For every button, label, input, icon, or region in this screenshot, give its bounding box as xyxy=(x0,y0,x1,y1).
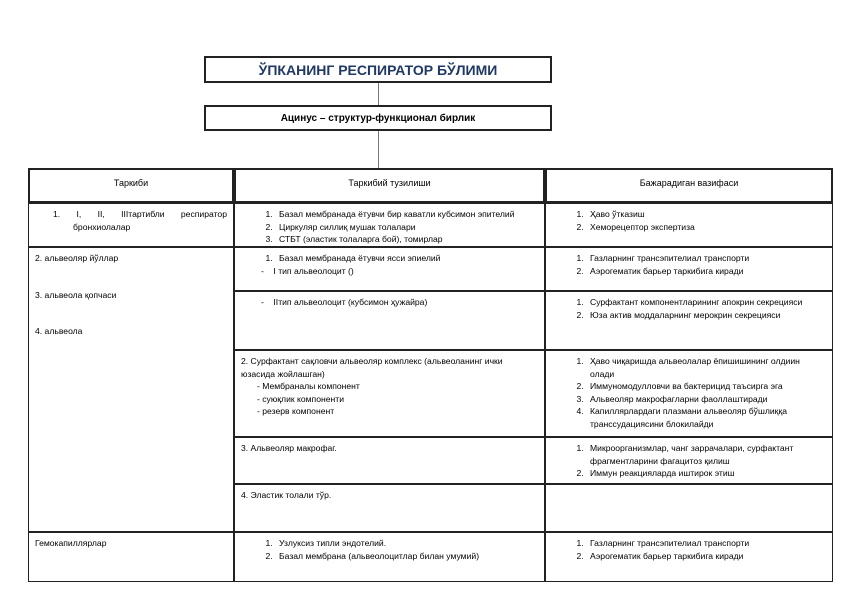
table-cell: 4. Эластик толали тўр. xyxy=(234,484,545,532)
header-function: Бажарадиган вазифаси xyxy=(545,168,833,203)
list-item: 1. Базал мембранада ётувчи ясси эпиелий xyxy=(275,252,538,265)
list xyxy=(552,296,826,321)
list-item: 3. СТБТ (эластик толаларга бой), томирлар xyxy=(275,233,538,246)
list-item: 2. Циркуляр силлиқ мушак толалари xyxy=(275,221,538,234)
list-item: 2. Хеморецептор экспертиза xyxy=(586,221,826,234)
table-cell: 1. I, II, IIIтартибли респиратор бронхиолалар xyxy=(28,203,234,247)
list-item: 2. Юза актив моддаларнинг мерокрин секрецияси xyxy=(586,309,826,322)
table-cell xyxy=(234,247,545,291)
table-cell xyxy=(545,484,833,532)
list-item: 1. Ҳаво чиқаришда альвеолалар ёпишишининг олдиин олади xyxy=(586,355,826,380)
table-cell xyxy=(234,291,545,350)
list-item: 1. Газларнинг трансэпителиал транспорти xyxy=(586,537,826,550)
connector-line xyxy=(378,131,379,168)
table-cell xyxy=(234,203,545,247)
subtitle-box: Ацинус – структур-функционал бирлик xyxy=(204,105,552,131)
table-cell: 2. Сурфактант сақловчи альвеоляр комплекс (альвеоланинг ички юзасида жойлашган) - Мембраналы компонент - суюқлик компоненти - резерв компонент xyxy=(234,350,545,437)
list-item: 1. Ҳаво ўтказиш xyxy=(586,208,826,221)
table-cell xyxy=(545,532,833,582)
table-cell xyxy=(545,247,833,291)
header-structure: Таркибий тузилиши xyxy=(234,168,545,203)
list xyxy=(552,208,826,233)
list-item: 1. Базал мембранада ётувчи бир каватли кубсимон эпителий xyxy=(275,208,538,221)
list-item: 2. Базал мембрана (альвеолоцитлар билан умумий) xyxy=(275,550,538,563)
list xyxy=(552,442,826,480)
list-item: 1. Сурфактант компонентларининг апокрин секрецияси xyxy=(586,296,826,309)
table-cell xyxy=(545,291,833,350)
list-item: 2. Аэрогематик барьер таркибига киради xyxy=(586,550,826,563)
list xyxy=(552,537,826,562)
table-cell: 2. альвеоляр йўллар 3. альвеола қопчаси 4. альвеола xyxy=(28,247,234,532)
table-cell xyxy=(545,350,833,437)
table-cell: 3. Альвеоляр макрофаг. xyxy=(234,437,545,484)
table-cell: Гемокапиллярлар xyxy=(28,532,234,582)
list-item: 1. Газларнинг трансэпителиал транспорти xyxy=(586,252,826,265)
table-cell xyxy=(545,203,833,247)
list-item: - суюқлик компоненти xyxy=(257,393,344,404)
list-item: 2. Иммуномодулловчи ва бактерицид таъсирга эга xyxy=(586,380,826,393)
table-cell xyxy=(234,532,545,582)
list xyxy=(552,252,826,277)
list-item: 2. Иммун реакцияларда иштирок этиш xyxy=(586,467,826,480)
list-item: 2. Аэрогематик барьер таркибига киради xyxy=(586,265,826,278)
page-title: ЎПКАНИНГ РЕСПИРАТОР БЎЛИМИ xyxy=(204,56,552,83)
list-item: - IIтип альвеолоцит (кубсимон ҳужайра) xyxy=(261,297,428,307)
list-item: - I тип альвеолоцит () xyxy=(261,265,354,276)
list-item: 1. Микроорганизмлар, чанг заррачалари, сурфактант фрагментларини фагацитоз қилиш xyxy=(586,442,826,467)
list xyxy=(241,208,538,246)
list xyxy=(241,537,538,562)
list-item: - Мембраналы компонент xyxy=(257,381,360,391)
connector-line xyxy=(378,83,379,105)
table-cell xyxy=(545,437,833,484)
list xyxy=(241,252,538,265)
list-item: 3. Альвеоляр макрофагларни фаоллаштиради xyxy=(586,393,826,406)
list-item: 1. Узлуксиз типли эндотелий. xyxy=(275,537,538,550)
header-composition: Таркиби xyxy=(28,168,234,203)
list-item: 4. Капиллярлардаги плазмани альвеоляр бўшлиққа транссудациясини блокилайди xyxy=(586,405,826,430)
list-item: - резерв компонент xyxy=(257,406,335,416)
list xyxy=(552,355,826,430)
